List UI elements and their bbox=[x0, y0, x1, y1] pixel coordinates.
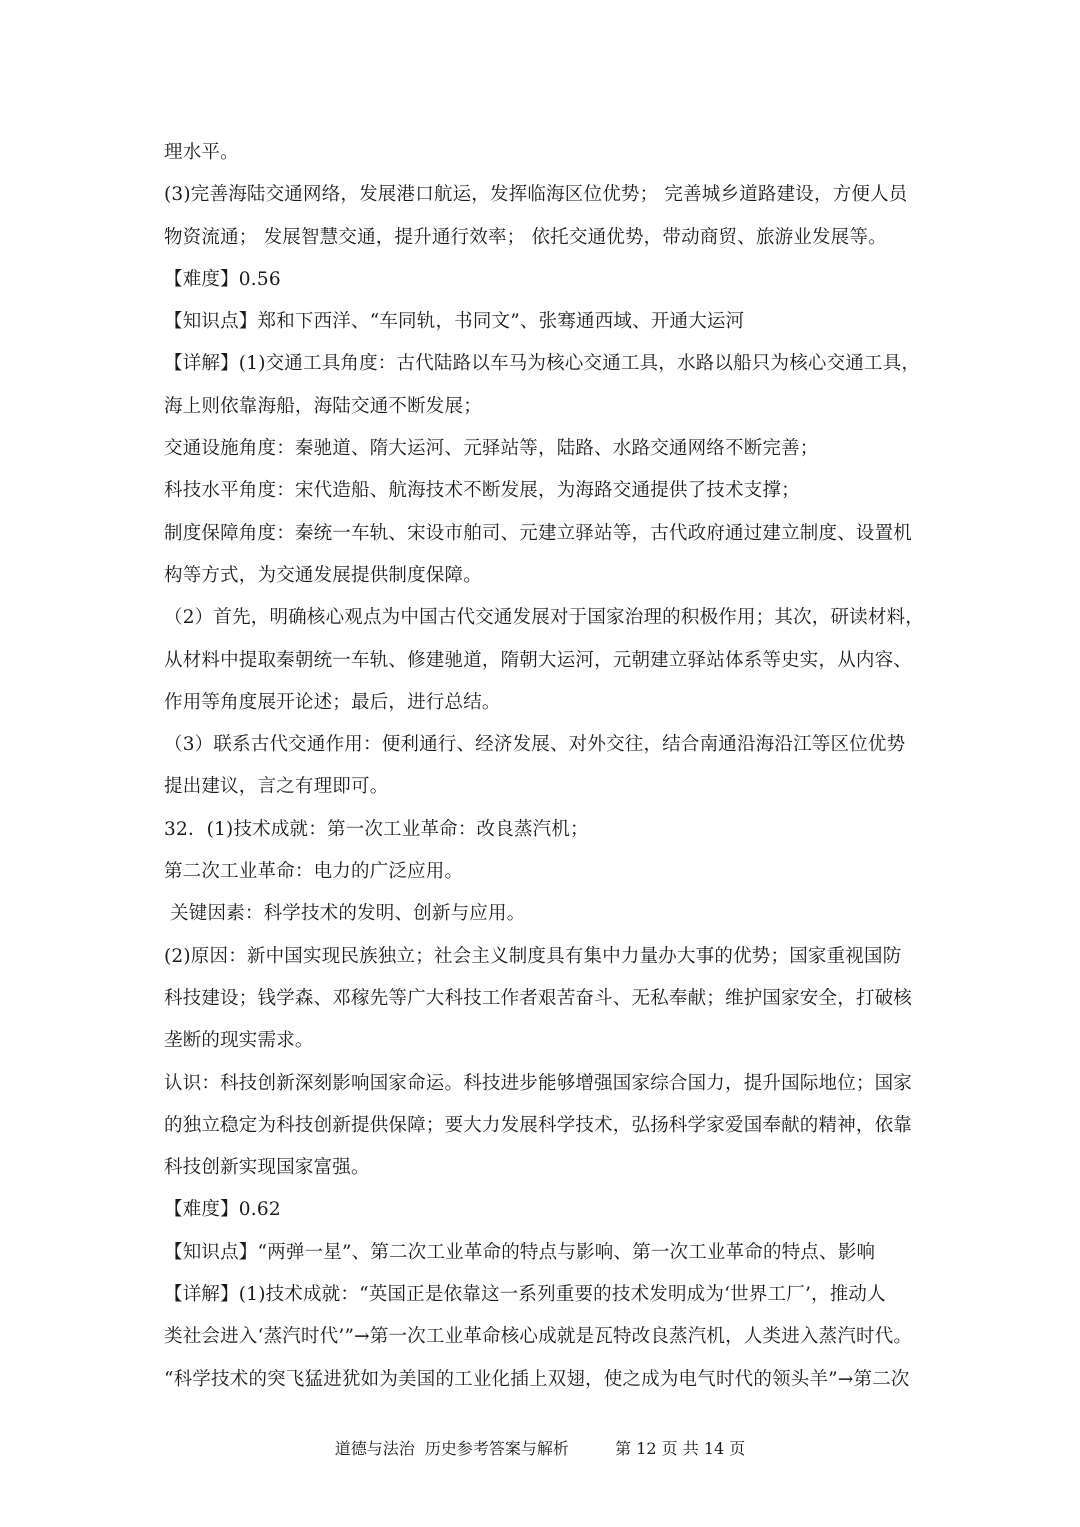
knowledge-point-label: 【知识点】郑和下西洋、“车同轨，书同文”、张骞通西域、开通大运河 bbox=[164, 311, 745, 333]
text-line: 关键因素：科学技术的发明、创新与应用。 bbox=[164, 903, 526, 925]
text-line: 垄断的现实需求。 bbox=[164, 1030, 314, 1052]
text-line: 交通设施角度：秦驰道、隋大运河、元驿站等，陆路、水路交通网络不断完善； bbox=[164, 438, 819, 460]
difficulty-label: 【难度】0.62 bbox=[164, 1199, 281, 1221]
difficulty-label: 【难度】0.56 bbox=[164, 268, 281, 290]
text-line: 第二次工业革命：电力的广泛应用。 bbox=[164, 861, 464, 883]
text-line: 制度保障角度：秦统一车轨、宋设市舶司、元建立驿站等，古代政府通过建立制度、设置机 bbox=[164, 522, 913, 544]
text-line: 科技建设；钱学森、邓稼先等广大科技工作者艰苦奋斗、无私奉献；维护国家安全，打破核 bbox=[164, 987, 913, 1009]
knowledge-point-label: 【知识点】“两弹一星”、第二次工业革命的特点与影响、第一次工业革命的特点、影响 bbox=[164, 1241, 876, 1263]
text-line: （2）首先，明确核心观点为中国古代交通发展对于国家治理的积极作用；其次，研读材料， bbox=[164, 607, 924, 629]
text-line: 从材料中提取秦朝统一车轨、修建驰道，隋朝大运河，元朝建立驿站体系等史实，从内容、 bbox=[164, 649, 913, 671]
footer-subject: 道德与法治 历史参考答案与解析 bbox=[334, 1439, 569, 1458]
text-line: (3)完善海陆交通网络，发展港口航运，发挥临海区位优势； 完善城乡道路建设，方便人员 bbox=[164, 184, 908, 206]
text-line: (2)原因：新中国实现民族独立；社会主义制度具有集中力量办大事的优势；国家重视国防 bbox=[164, 945, 902, 967]
explanation-line: 【详解】(1)交通工具角度：古代陆路以车马为核心交通工具，水路以船只为核心交通工具， bbox=[164, 353, 921, 375]
text-line: 构等方式，为交通发展提供制度保障。 bbox=[164, 564, 482, 586]
text-line: 认识：科技创新深刻影响国家命运。科技进步能够增强国家综合国力，提升国际地位；国家 bbox=[164, 1072, 913, 1094]
text-line: 提出建议，言之有理即可。 bbox=[164, 776, 389, 798]
text-line: “科学技术的突飞猛进犹如为美国的工业化插上双翅，使之成为电气时代的领头羊”→第二次 bbox=[164, 1368, 910, 1390]
text-line: 海上则依靠海船，海陆交通不断发展； bbox=[164, 395, 482, 417]
explanation-line: 【详解】(1)技术成就：“英国正是依靠这一系列重要的技术发明成为‘世界工厂’，推动人 bbox=[164, 1284, 886, 1306]
answer-text-block bbox=[164, 138, 924, 1407]
footer-page-number: 第 12 页 共 14 页 bbox=[615, 1439, 746, 1458]
text-line: （3）联系古代交通作用：便利通行、经济发展、对外交往，结合南通沿海沿江等区位优势 bbox=[164, 734, 906, 756]
text-line: 科技创新实现国家富强。 bbox=[164, 1157, 370, 1179]
text-line: 物资流通； 发展智慧交通，提升通行效率； 依托交通优势，带动商贸、旅游业发展等。 bbox=[164, 226, 887, 248]
text-line: 的独立稳定为科技创新提供保障；要大力发展科学技术，弘扬科学家爱国奉献的精神，依靠 bbox=[164, 1114, 913, 1136]
question-number-line: 32．(1)技术成就：第一次工业革命：改良蒸汽机； bbox=[164, 818, 589, 840]
text-line: 科技水平角度：宋代造船、航海技术不断发展，为海路交通提供了技术支撑； bbox=[164, 480, 800, 502]
text-line: 作用等角度展开论述；最后，进行总结。 bbox=[164, 691, 501, 713]
text-line: 理水平。 bbox=[164, 142, 239, 163]
text-line: 类社会进入‘蒸汽时代’”→第一次工业革命核心成就是瓦特改良蒸汽机，人类进入蒸汽时代。 bbox=[164, 1326, 913, 1348]
page-footer bbox=[0, 1436, 1080, 1459]
